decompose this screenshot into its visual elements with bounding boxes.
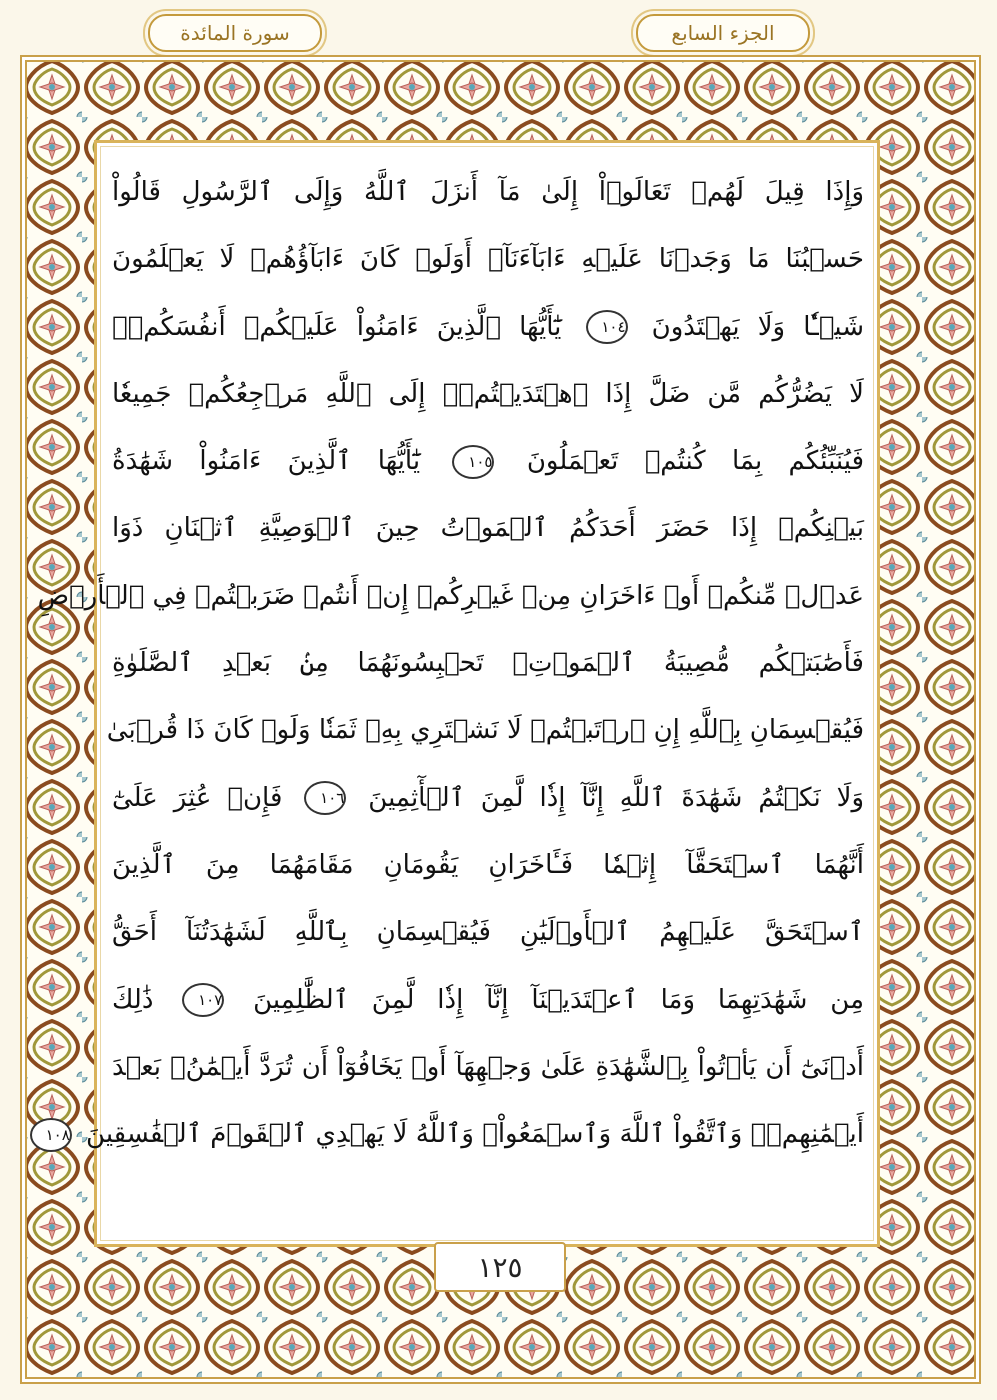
verse-text: حَسۡبُنَا مَا وَجَدۡنَا عَلَيۡهِ ءَابَآءَنَآۚ أَوَلَوۡ كَانَ ءَابَآؤُهُمۡ لَا يَعۡلَمُونَ	[112, 244, 864, 275]
juz-name-header	[636, 14, 810, 52]
verse-text: عَدۡلٖ مِّنكُمۡ أَوۡ ءَاخَرَانِ مِنۡ غَيۡرِكُمۡ إِنۡ أَنتُمۡ ضَرَبۡتُمۡ فِي ٱلۡأَرۡضِ	[37, 580, 864, 611]
ayah-number-marker: ١٠٤	[586, 310, 628, 344]
verse-line	[45, 1102, 864, 1169]
verse-text: أَيۡمَٰنِهِمۡۗ وَٱتَّقُواْ ٱللَّهَ وَٱسۡمَعُواْۗ وَٱللَّهُ لَا يَهۡدِي ٱلۡقَوۡمَ ٱلۡفَٰسِقِينَ	[86, 1119, 864, 1150]
ayah-number-marker: ١٠٦	[304, 781, 346, 815]
verse-text: مِن شَهَٰدَتِهِمَا وَمَا ٱعۡتَدَيۡنَآ إِنَّآ إِذٗا لَّمِنَ ٱلظَّٰلِمِينَ	[253, 984, 865, 1015]
verse-text: وَلَا نَكۡتُمُ شَهَٰدَةَ ٱللَّهِ إِنَّآ إِذٗا لَّمِنَ ٱلۡأٓثِمِينَ	[368, 782, 864, 813]
page-number: ١٢٥	[477, 1250, 523, 1284]
verse-text-after-marker: ذَٰلِكَ	[112, 984, 154, 1015]
ayah-number-marker: ١٠٧	[182, 983, 224, 1017]
surah-name-header	[148, 14, 322, 52]
verse-text-after-marker: يَٰٓأَيُّهَا ٱلَّذِينَ ءَامَنُواْ عَلَيۡكُمۡ أَنفُسَكُمۡۖ	[112, 311, 562, 342]
verse-text: بَيۡنِكُمۡ إِذَا حَضَرَ أَحَدَكُمُ ٱلۡمَوۡتُ حِينَ ٱلۡوَصِيَّةِ ٱثۡنَانِ ذَوَا	[112, 513, 864, 544]
verse-text: فَأَصَٰبَتۡكُم مُّصِيبَةُ ٱلۡمَوۡتِۚ تَحۡبِسُونَهُمَا مِنۢ بَعۡدِ ٱلصَّلَوٰةِ	[112, 648, 864, 679]
verse-line	[112, 631, 864, 698]
verse-line	[106, 698, 864, 765]
verse-text-after-marker: فَإِنۡ عُثِرَ عَلَىٰٓ	[112, 782, 283, 813]
ayah-number-marker: ١٠٨	[30, 1118, 72, 1152]
page-number-box	[434, 1242, 566, 1292]
verse-line	[112, 833, 864, 900]
surah-name: سورة المائدة	[180, 21, 290, 45]
verse-text-after-marker: يَٰٓأَيُّهَا ٱلَّذِينَ ءَامَنُواْ شَهَٰدَةُ	[112, 446, 421, 477]
verse-line	[112, 900, 864, 967]
verse-text: ٱسۡتَحَقَّ عَلَيۡهِمُ ٱلۡأَوۡلَيَٰنِ فَيُقۡسِمَانِ بِٱللَّهِ لَشَهَٰدَتُنَآ أَحَقُّ	[112, 917, 864, 948]
verse-line	[112, 227, 864, 294]
verse-text: لَا يَضُرُّكُم مَّن ضَلَّ إِذَا ٱهۡتَدَيۡتُمۡۚ إِلَى ٱللَّهِ مَرۡجِعُكُمۡ جَمِيعٗا	[112, 378, 864, 409]
verse-text: فَيُقۡسِمَانِ بِٱللَّهِ إِنِ ٱرۡتَبۡتُمۡ لَا نَشۡتَرِي بِهِۦ ثَمَنٗا وَلَوۡ كَانَ ذَا قُرۡبَىٰ	[106, 715, 864, 746]
verse-text: فَيُنَبِّئُكُم بِمَا كُنتُمۡ تَعۡمَلُونَ	[526, 446, 865, 477]
verse-line	[112, 766, 864, 833]
verse-text: شَيۡـٔٗا وَلَا يَهۡتَدُونَ	[651, 311, 864, 342]
verse-line	[112, 496, 864, 563]
verse-line	[112, 160, 864, 227]
verse-line	[112, 1035, 864, 1102]
verse-line	[112, 429, 864, 496]
verse-text: أَنَّهُمَا ٱسۡتَحَقَّآ إِثۡمٗا فَـَٔاخَرَانِ يَقُومَانِ مَقَامَهُمَا مِنَ ٱلَّذِينَ	[112, 849, 864, 880]
verse-lines	[37, 160, 865, 1169]
verse-line	[112, 295, 864, 362]
verse-text: أَدۡنَىٰٓ أَن يَأۡتُواْ بِٱلشَّهَٰدَةِ عَلَىٰ وَجۡهِهَآ أَوۡ يَخَافُوٓاْ أَن تُرَدَّ أَيۡمَٰنُۢ بَعۡدَ	[112, 1051, 864, 1082]
ayah-number-marker: ١٠٥	[452, 445, 494, 479]
verse-line	[37, 564, 864, 631]
verse-text: وَإِذَا قِيلَ لَهُمۡ تَعَالَوۡاْ إِلَىٰ مَآ أَنزَلَ ٱللَّهُ وَإِلَى ٱلرَّسُولِ قَالُواْ	[112, 177, 864, 207]
verse-line	[112, 968, 864, 1035]
juz-name: الجزء السابع	[671, 21, 775, 45]
verse-line	[112, 362, 864, 429]
